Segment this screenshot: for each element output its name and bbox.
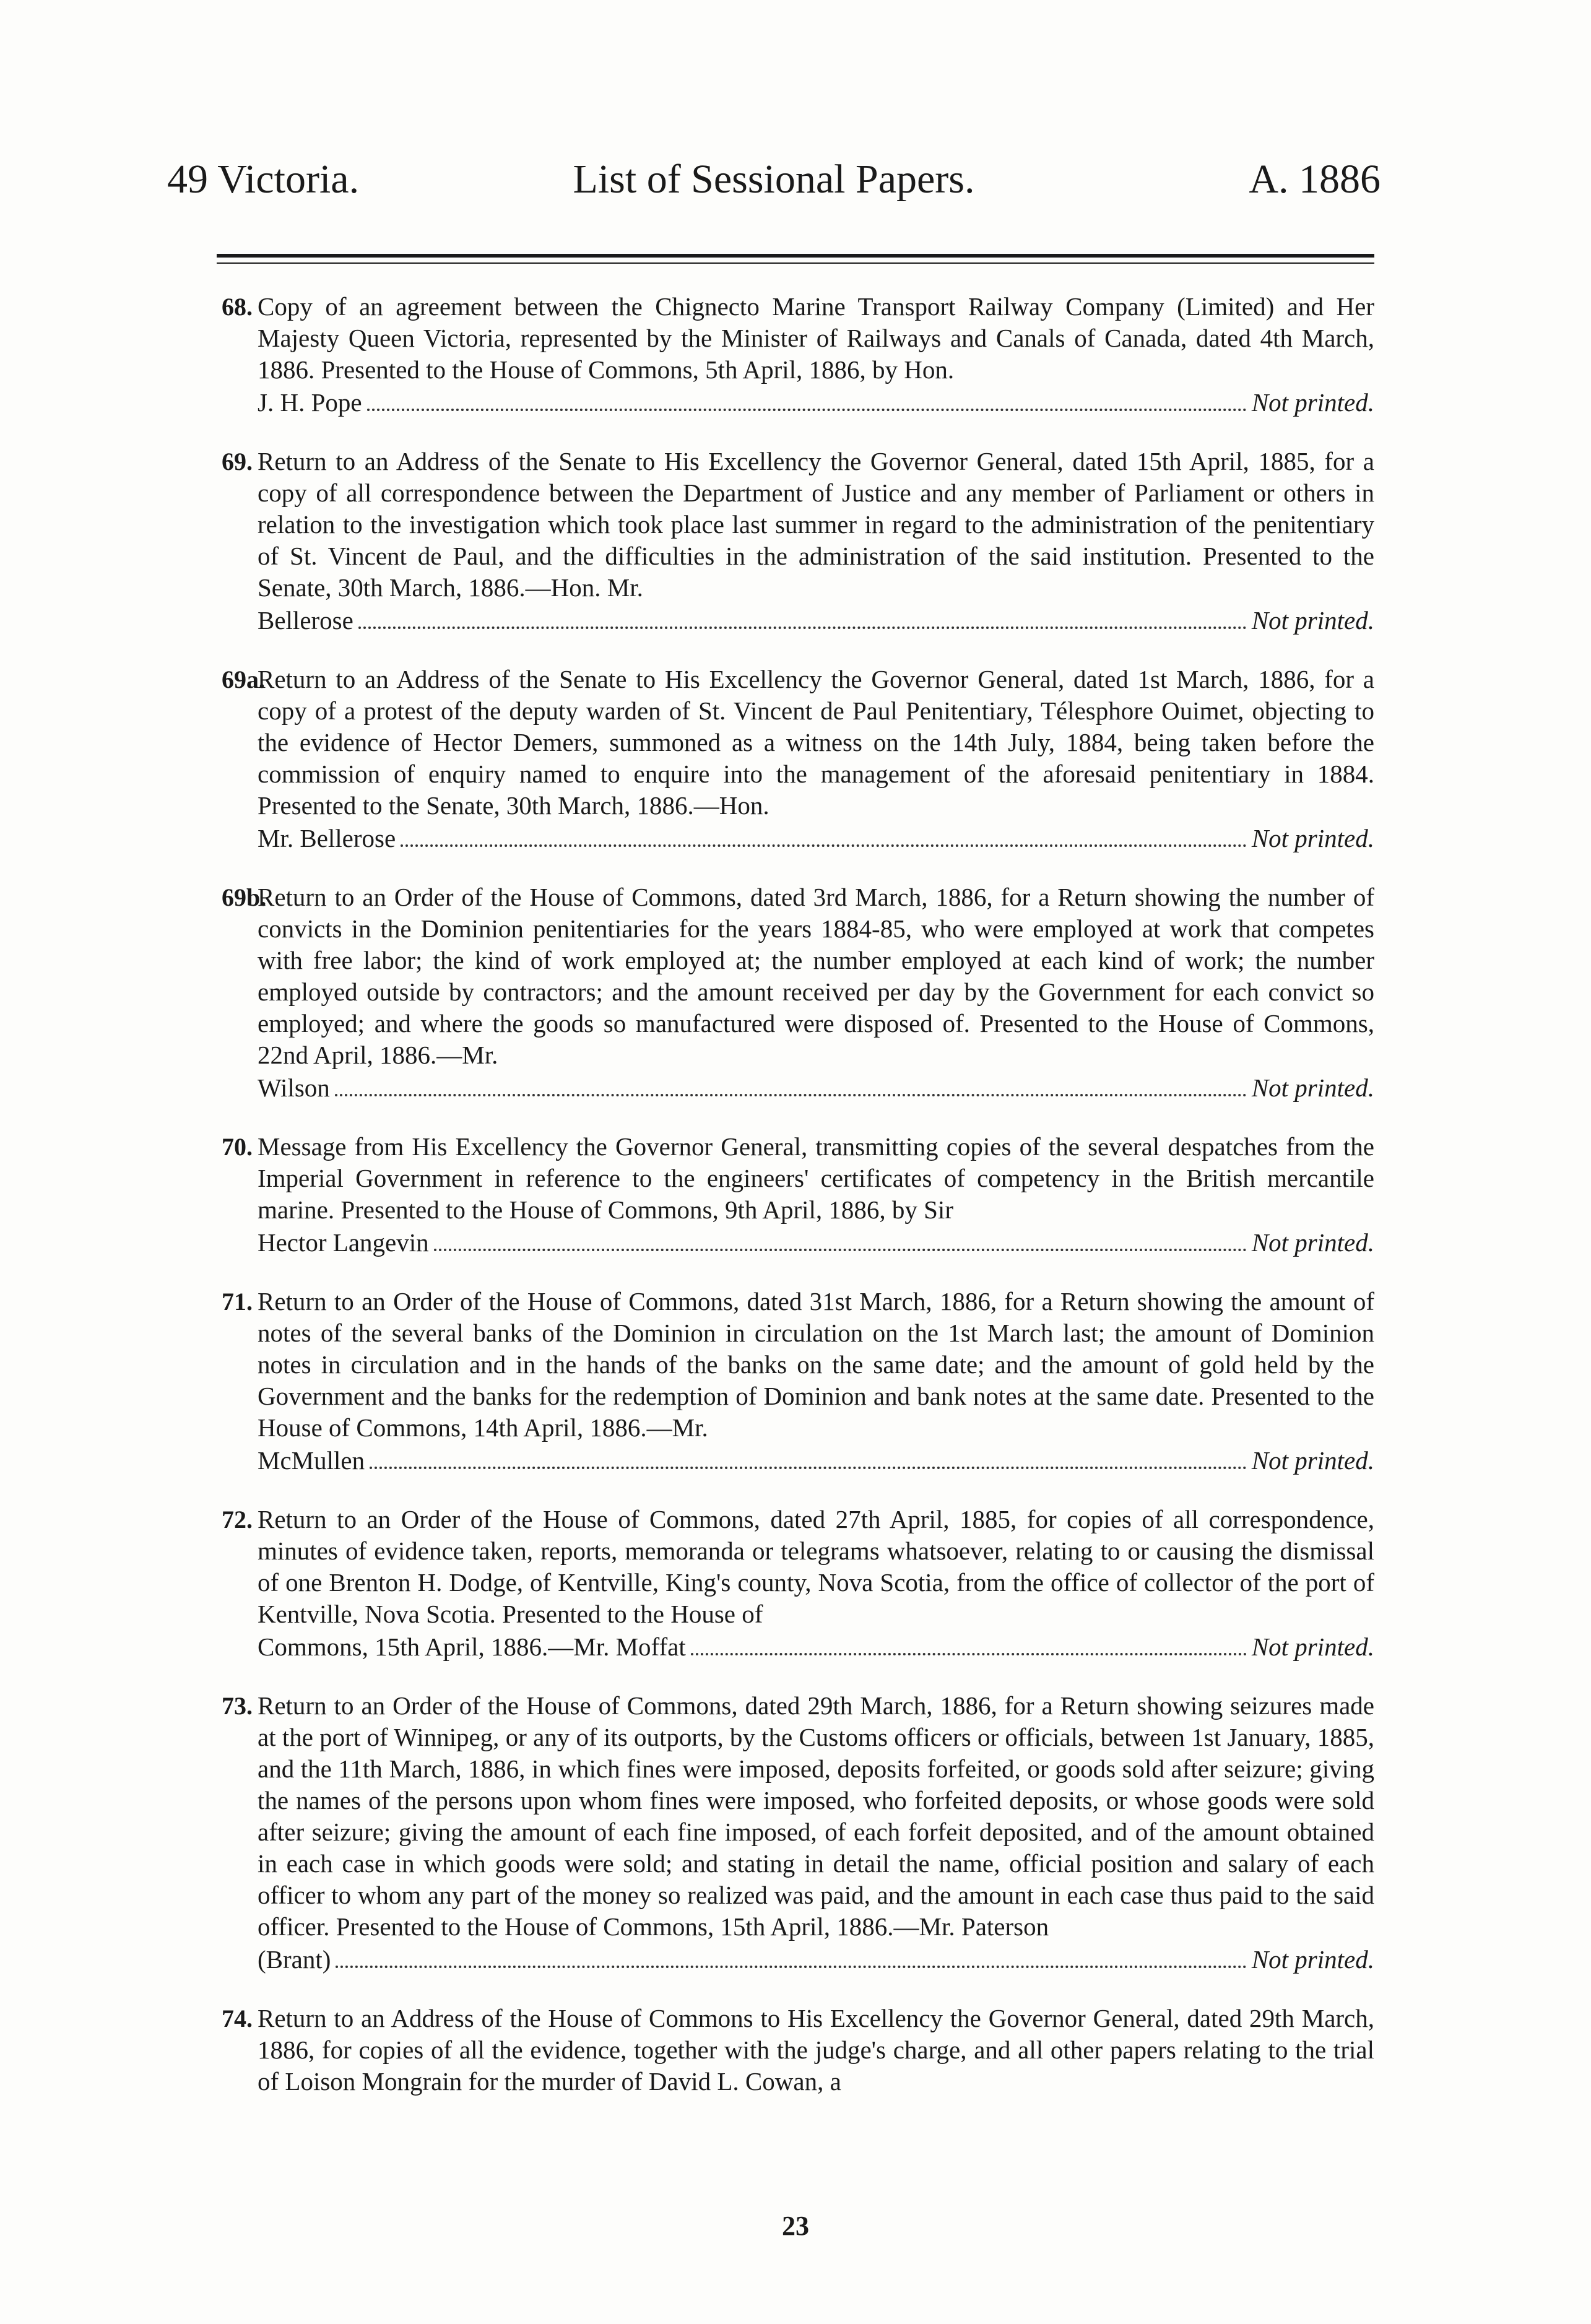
dot-leader: [336, 1965, 1246, 1968]
list-item: [222, 2003, 1374, 2097]
entry-tail: Mr. Bellerose: [258, 824, 396, 852]
entry-status: Not printed.: [1251, 388, 1374, 417]
dot-leader: [335, 1093, 1247, 1096]
entry-status: Not printed.: [1251, 1446, 1374, 1475]
entry-text: Return to an Order of the House of Commons, dated 3rd March, 1886, for a Return showing the number of convicts in the Dominion penitentiaries for the years 1884-85, who were employed at work that competes with free labor; the kind of work employed at; the number employed at each kind of work; the number employed outside by contractors; and the amount received per day by the Government for each convict so employed; and where the goods so manufactured were disposed of. Presented to the House of Commons, 22nd April, 1886.—Mr.: [258, 883, 1374, 1069]
entry-status-line: [258, 1944, 1374, 1975]
entry-status: Not printed.: [1251, 1228, 1374, 1257]
header-volume: 49 Victoria.: [167, 157, 360, 202]
entry-text: Return to an Order of the House of Commons, dated 27th April, 1885, for copies of all correspondence, minutes of evidence taken, reports, memoranda or telegrams whatsoever, relating to or causing the dismissal of one Brenton H. Dodge, of Kentville, King's county, Nova Scotia, from the office of collector of the port of Kentville, Nova Scotia. Presented to the House of: [258, 1505, 1374, 1628]
entry-number: 69.: [222, 448, 253, 475]
sessional-papers-list: [222, 291, 1374, 2125]
header-year: A. 1886: [1249, 157, 1381, 202]
page-number: 23: [782, 2211, 809, 2241]
dot-leader: [367, 408, 1247, 411]
entry-status-line: [258, 387, 1374, 418]
entry-text: Copy of an agreement between the Chignecto Marine Transport Railway Company (Limited) and Her Majesty Queen Victoria, represented by the Minister of Railways and Canals of Canada, dated 4th March, 1886. Presented to the House of Commons, 5th April, 1886, by Hon.: [258, 292, 1374, 384]
dot-leader: [691, 1652, 1247, 1655]
entry-number: 74.: [222, 2005, 253, 2032]
entry-number: 72.: [222, 1506, 253, 1533]
list-item: [222, 1131, 1374, 1259]
entry-status-line: [258, 1631, 1374, 1663]
dot-leader: [370, 1466, 1247, 1469]
entry-text: Return to an Address of the Senate to His Excellency the Governor General, dated 15th April, 1885, for a copy of all correspondence between the Department of Justice and any member of Parliament or others in relation to the investigation which took place last summer in regard to the administration of the penitentiary of St. Vincent de Paul, and the difficulties in the administration of the said institution. Presented to the Senate, 30th March, 1886.—Hon. Mr.: [258, 447, 1374, 602]
list-item: [222, 1504, 1374, 1663]
list-item: [222, 291, 1374, 418]
entry-status-line: [258, 823, 1374, 854]
header-title: List of Sessional Papers.: [573, 157, 975, 202]
entry-number: 69b.: [222, 883, 267, 911]
entry-text: Return to an Order of the House of Commons, dated 31st March, 1886, for a Return showing the amount of notes of the several banks of the Dominion in circulation on the 1st March last; the amount of Dominion notes in circulation and in the hands of the banks on the same date; and the amount of gold held by the Government and the banks for the redemption of Dominion and bank notes at the same date. Presented to the House of Commons, 14th April, 1886.—Mr.: [258, 1287, 1374, 1442]
entry-text: Message from His Excellency the Governor General, transmitting copies of the several despatches from the Imperial Government in reference to the engineers' certificates of competency in the British mercantile marine. Presented to the House of Commons, 9th April, 1886, by Sir: [258, 1132, 1374, 1224]
entry-text: Return to an Address of the House of Commons to His Excellency the Governor General, dated 29th March, 1886, for copies of all the evidence, together with the judge's charge, and all other papers relating to the trial of Loison Mongrain for the murder of David L. Cowan, a: [258, 2004, 1374, 2096]
entry-number: 71.: [222, 1288, 253, 1316]
entry-tail: Commons, 15th April, 1886.—Mr. Moffat: [258, 1632, 686, 1661]
header-rule-thin: [217, 262, 1374, 264]
dot-leader: [358, 626, 1247, 629]
entry-tail: Wilson: [258, 1073, 330, 1102]
entry-text: Return to an Address of the Senate to His Excellency the Governor General, dated 1st March, 1886, for a copy of a protest of the deputy warden of St. Vincent de Paul Penitentiary, Télesphore Ouimet, objecting to the evidence of Hector Demers, summoned as a witness on the 14th July, 1884, being taken before the commission of enquiry named to enquire into the management of the aforesaid penitentiary in 1884. Presented to the Senate, 30th March, 1886.—Hon.: [258, 665, 1374, 820]
list-item: [222, 446, 1374, 636]
page-header: [167, 145, 1381, 214]
entry-status-line: [258, 1445, 1374, 1476]
list-item: [222, 1690, 1374, 1975]
entry-status: Not printed.: [1251, 1632, 1374, 1661]
list-item: [222, 1286, 1374, 1476]
entry-number: 68.: [222, 293, 253, 321]
entry-status: Not printed.: [1251, 606, 1374, 635]
entry-tail: McMullen: [258, 1446, 365, 1475]
entry-status-line: [258, 605, 1374, 636]
entry-status: Not printed.: [1251, 824, 1374, 852]
entry-number: 69a.: [222, 666, 265, 693]
entry-status: Not printed.: [1251, 1945, 1374, 1974]
header-rule-thick: [217, 254, 1374, 258]
entry-tail: Hector Langevin: [258, 1228, 429, 1257]
list-item: [222, 882, 1374, 1104]
entry-status-line: [258, 1072, 1374, 1104]
list-item: [222, 664, 1374, 854]
entry-number: 73.: [222, 1692, 253, 1720]
entry-text: Return to an Order of the House of Commons, dated 29th March, 1886, for a Return showing seizures made at the port of Winnipeg, or any of its outports, by the Customs officers or officials, between 1st January, 1885, and the 11th March, 1886, in which fines were imposed, deposits forfeited, or goods sold after seizure; giving the names of the persons upon whom fines were imposed, who forfeited deposits, or whose goods were sold after seizure; giving the amount of each fine imposed, of each forfeit deposited, and of the amount obtained in each case in which goods were sold; and stating in detail the name, official position and salary of each officer to whom any part of the money so realized was paid, and the amount in each case thus paid to the said officer. Presented to the House of Commons, 15th April, 1886.—Mr. Paterson: [258, 1691, 1374, 1941]
entry-status: Not printed.: [1251, 1073, 1374, 1102]
dot-leader: [434, 1248, 1247, 1251]
entry-tail: J. H. Pope: [258, 388, 362, 417]
dot-leader: [401, 844, 1247, 847]
entry-tail: Bellerose: [258, 606, 353, 635]
entry-tail: (Brant): [258, 1945, 331, 1974]
entry-number: 70.: [222, 1133, 253, 1161]
entry-status-line: [258, 1227, 1374, 1259]
